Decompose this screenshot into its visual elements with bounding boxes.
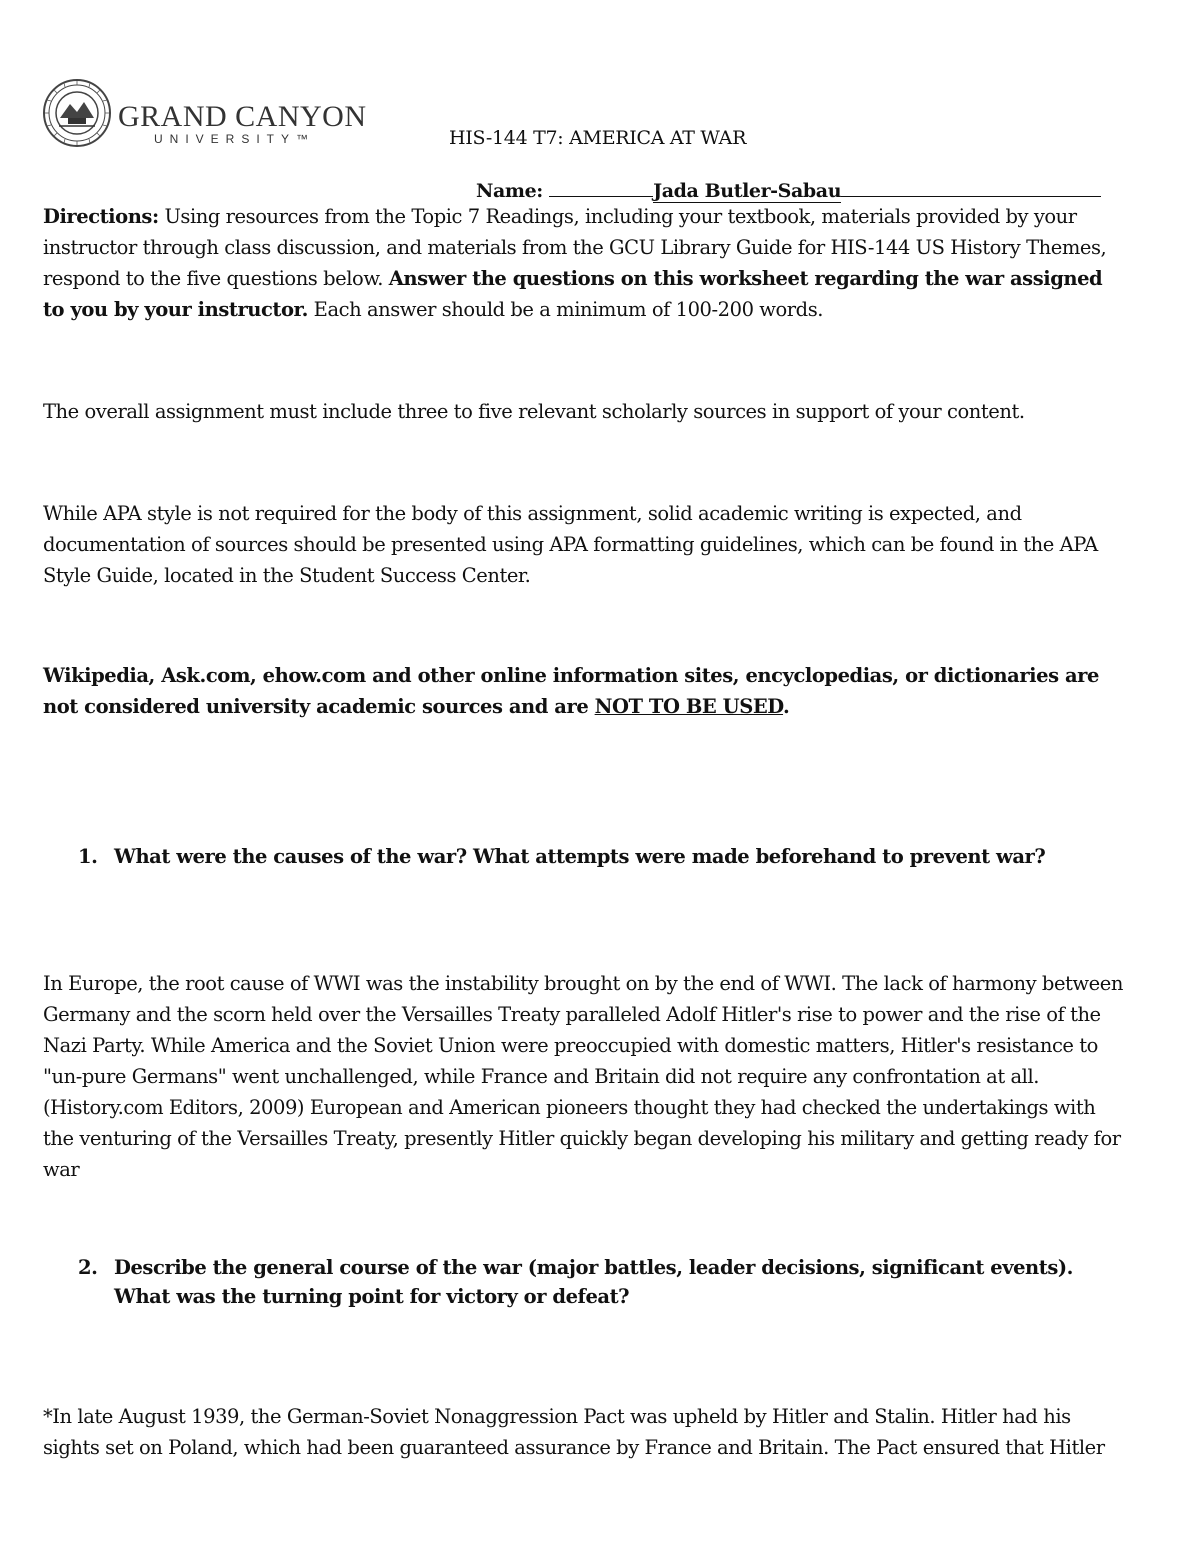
directions-text: Using resources from the Topic 7 Readings, including your textbook, materials provided by your instructor through class discussion, and materials from the GCU Library Guide for HIS-144 US History Themes, respond to the five questions below. — [43, 205, 1107, 290]
warning-end: . — [783, 695, 790, 718]
directions-bold-text: Answer the questions on this worksheet regarding the war assigned to you by your instructor. — [43, 267, 1103, 321]
question-text: What were the causes of the war? What attempts were made beforehand to prevent war? — [114, 845, 1046, 868]
university-seal-icon — [42, 78, 112, 148]
page-title: HIS-144 T7: AMERICA AT WAR — [449, 127, 747, 149]
apa-note: While APA style is not required for the body of this assignment, solid academic writing is expected, and documentation of sources should be presented using APA formatting guidelines, which can be found in the APA Style Guide, located in the Student Success Center. — [43, 502, 1098, 587]
name-blank-right — [841, 178, 1101, 197]
warning-text: Wikipedia, Ask.com, ehow.com and other online information sites, encyclopedias, or dictionaries are not considered university academic sources and are — [43, 664, 1099, 718]
sources-warning — [43, 660, 1123, 722]
university-logo — [42, 78, 367, 154]
name-line — [476, 178, 1101, 202]
question-number: 2. — [78, 1256, 98, 1279]
question-number: 1. — [78, 845, 98, 868]
name-blank-left — [549, 178, 653, 197]
answer-2: *In late August 1939, the German-Soviet Nonaggression Pact was upheld by Hitler and Stalin. Hitler had his sights set on Poland, which had been guaranteed assurance by France and Britain. The Pact ensured that Hitler — [43, 1405, 1105, 1459]
question-2 — [78, 1253, 1108, 1311]
sources-note: The overall assignment must include three to five relevant scholarly sources in support of your content. — [43, 400, 1025, 423]
question-text: Describe the general course of the war (major battles, leader decisions, significant events). What was the turning point for victory or defeat? — [114, 1256, 1073, 1308]
answer-1: In Europe, the root cause of WWI was the instability brought on by the end of WWI. The lack of harmony between Germany and the scorn held over the Versailles Treaty paralleled Adolf Hitler's rise to power and the rise of the Nazi Party. While America and the Soviet Union were preoccupied with domestic matters, Hitler's resistance to "un-pure Germans" went unchallenged, while France and Britain did not require any confrontation at all.(History.com Editors, 2009) European and American pioneers thought they had checked the undertakings with the venturing of the Versailles Treaty, presently Hitler quickly began developing his military and getting ready for war — [43, 972, 1123, 1181]
directions-label: Directions: — [43, 205, 159, 228]
directions-paragraph — [43, 201, 1123, 325]
logo-subtitle: UNIVERSITY™ — [154, 132, 316, 146]
directions-text-end: Each answer should be a minimum of 100-200 words. — [307, 298, 824, 321]
logo-wordmark: GRAND CANYON — [118, 100, 367, 133]
name-label: Name: — [476, 180, 543, 202]
question-1 — [78, 842, 1108, 871]
warning-underlined: NOT TO BE USED — [594, 695, 784, 718]
name-value: Jada Butler-Sabau — [653, 180, 842, 202]
